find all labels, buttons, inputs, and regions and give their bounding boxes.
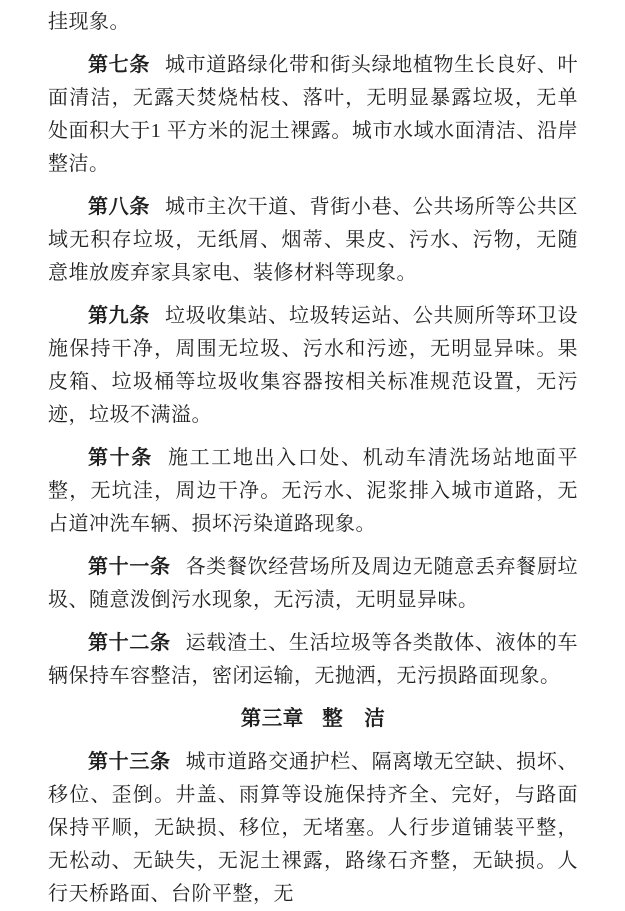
article-12-number-label: 第十二条: [88, 632, 171, 654]
article-11-paragraph: [48, 551, 578, 617]
article-8-number-label: 第八条: [88, 196, 150, 218]
article-11-text: 各类餐饮经营场所及周边无随意丢弃餐厨垃圾、随意泼倒污水现象，无污渍，无明显异味。: [48, 556, 579, 611]
article-11-number-label: 第十一条: [88, 556, 171, 578]
article-13-text: 城市道路交通护栏、隔离墩无空缺、损坏、移位、歪倒。井盖、雨算等设施保持齐全、完好，与路面保持平顺，无缺损、移位，无堵塞。人行步道铺装平整，无松动、无缺失，无泥土裸露，路缘石齐整，无缺损。人行天桥路面、台阶平整，无: [48, 751, 579, 905]
article-12-text: 运载渣土、生活垃圾等各类散体、液体的车辆保持车容整洁，密闭运输，无抛洒，无污损路面现象。: [48, 632, 579, 687]
article-8-paragraph: [48, 191, 578, 290]
chapter-3-heading: [48, 703, 578, 736]
article-12-paragraph: [48, 627, 578, 693]
article-10-number-label: 第十条: [88, 447, 153, 469]
chapter-3-title: 整 洁: [322, 708, 386, 730]
article-9-text: 垃圾收集站、垃圾转运站、公共厕所等环卫设施保持干净，周围无垃圾、污水和污迹，无明显异味。果皮箱、垃圾桶等垃圾收集容器按相关标准规范设置，无污迹，垃圾不满溢。: [48, 305, 579, 426]
article-13-number-label: 第十三条: [88, 751, 171, 773]
article-10-text: 施工工地出入口处、机动车清洗场站地面平整，无坑洼，周边干净。无污水、泥浆排入城市道路，无占道冲洗车辆、损坏污染道路现象。: [48, 447, 579, 535]
article-9-number-label: 第九条: [88, 305, 150, 327]
article-7-paragraph: [48, 49, 578, 181]
article-7-number-label: 第七条: [88, 54, 150, 76]
article-7-text: 城市道路绿化带和街头绿地植物生长良好、叶面清洁，无露天焚烧枯枝、落叶，无明显暴露垃圾，无单处面积大于1 平方米的泥土裸露。城市水域水面清洁、沿岸整洁。: [48, 54, 579, 175]
paragraph-continuation: 挂现象。: [48, 11, 130, 33]
article-8-text: 城市主次干道、背街小巷、公共场所等公共区域无积存垃圾，无纸屑、烟蒂、果皮、污水、污物，无随意堆放废弃家具家电、装修材料等现象。: [48, 196, 579, 284]
article-10-paragraph: [48, 442, 578, 541]
chapter-3-number: 第三章: [240, 708, 304, 730]
article-9-paragraph: [48, 300, 578, 432]
article-13-paragraph: [48, 746, 578, 911]
